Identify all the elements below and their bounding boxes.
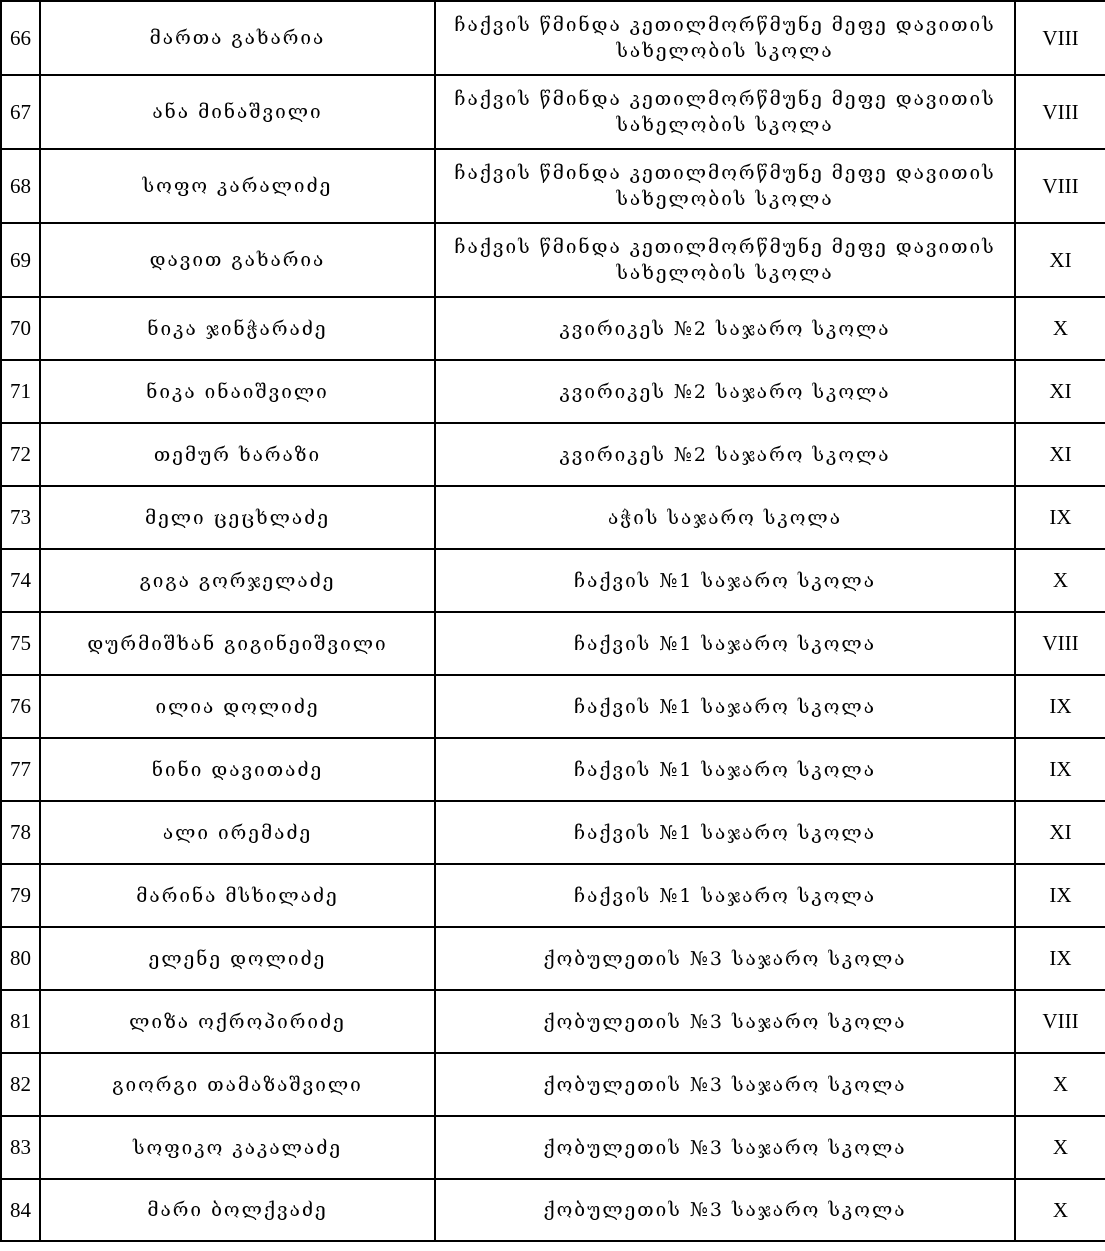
grade-cell: VIII [1015,1,1105,75]
school-name-cell: ჩაქვის №1 საჯარო სკოლა [435,549,1015,612]
table-row [1,149,1105,223]
grade-cell: X [1015,549,1105,612]
school-name-cell: ჩაქვის №1 საჯარო სკოლა [435,801,1015,864]
participant-name-cell: დავით გახარია [40,223,435,297]
participant-name-cell: მარი ბოლქვაძე [40,1179,435,1241]
row-number-cell: 81 [1,990,40,1053]
table-row [1,1,1105,75]
grade-cell: IX [1015,486,1105,549]
table-row [1,549,1105,612]
school-name-cell: ქობულეთის №3 საჯარო სკოლა [435,1053,1015,1116]
table-row [1,801,1105,864]
participant-name-cell: მართა გახარია [40,1,435,75]
table-row [1,927,1105,990]
grade-cell: X [1015,1179,1105,1241]
grade-cell: X [1015,1116,1105,1179]
grade-cell: XI [1015,801,1105,864]
table-row [1,1053,1105,1116]
school-name-cell: კვირიკეს №2 საჯარო სკოლა [435,423,1015,486]
row-number-cell: 67 [1,75,40,149]
row-number-cell: 69 [1,223,40,297]
table-row [1,675,1105,738]
school-name-cell: კვირიკეს №2 საჯარო სკოლა [435,297,1015,360]
school-name-cell: ჩაქვის წმინდა კეთილმორწმუნე მეფე დავითის სახელობის სკოლა [435,75,1015,149]
participant-name-cell: გიორგი თამაზაშვილი [40,1053,435,1116]
participant-name-cell: ელენე დოლიძე [40,927,435,990]
grade-cell: X [1015,1053,1105,1116]
participant-name-cell: ილია დოლიძე [40,675,435,738]
participant-name-cell: ალი ირემაძე [40,801,435,864]
grade-cell: IX [1015,738,1105,801]
grade-cell: IX [1015,864,1105,927]
school-name-cell: ჩაქვის №1 საჯარო სკოლა [435,675,1015,738]
grade-cell: IX [1015,675,1105,738]
grade-cell: VIII [1015,75,1105,149]
row-number-cell: 76 [1,675,40,738]
table-row [1,738,1105,801]
table-row [1,1116,1105,1179]
table-row [1,990,1105,1053]
row-number-cell: 84 [1,1179,40,1241]
table-row [1,360,1105,423]
participant-name-cell: გიგა გორჯელაძე [40,549,435,612]
row-number-cell: 79 [1,864,40,927]
row-number-cell: 70 [1,297,40,360]
grade-cell: XI [1015,423,1105,486]
row-number-cell: 82 [1,1053,40,1116]
school-name-cell: ქობულეთის №3 საჯარო სკოლა [435,1179,1015,1241]
participant-name-cell: ანა მინაშვილი [40,75,435,149]
table-row [1,612,1105,675]
row-number-cell: 68 [1,149,40,223]
school-name-cell: აჭის საჯარო სკოლა [435,486,1015,549]
school-name-cell: ჩაქვის №1 საჯარო სკოლა [435,612,1015,675]
grade-cell: XI [1015,223,1105,297]
table-row [1,297,1105,360]
participant-name-cell: სოფიკო კაკალაძე [40,1116,435,1179]
school-name-cell: ჩაქვის წმინდა კეთილმორწმუნე მეფე დავითის სახელობის სკოლა [435,149,1015,223]
table-row [1,864,1105,927]
row-number-cell: 83 [1,1116,40,1179]
school-name-cell: ქობულეთის №3 საჯარო სკოლა [435,1116,1015,1179]
row-number-cell: 73 [1,486,40,549]
participant-name-cell: ნიკა ჯინჭარაძე [40,297,435,360]
grade-cell: IX [1015,927,1105,990]
table-row [1,75,1105,149]
row-number-cell: 66 [1,1,40,75]
table-row [1,423,1105,486]
participant-name-cell: დურმიშხან გიგინეიშვილი [40,612,435,675]
school-name-cell: ქობულეთის №3 საჯარო სკოლა [435,927,1015,990]
row-number-cell: 75 [1,612,40,675]
grade-cell: VIII [1015,149,1105,223]
participant-name-cell: ლიზა ოქროპირიძე [40,990,435,1053]
grade-cell: X [1015,297,1105,360]
school-name-cell: კვირიკეს №2 საჯარო სკოლა [435,360,1015,423]
participant-name-cell: სოფო კარალიძე [40,149,435,223]
participant-name-cell: მარინა მსხილაძე [40,864,435,927]
grade-cell: XI [1015,360,1105,423]
participant-name-cell: თემურ ხარაზი [40,423,435,486]
row-number-cell: 77 [1,738,40,801]
table-row [1,1179,1105,1241]
school-name-cell: ჩაქვის №1 საჯარო სკოლა [435,864,1015,927]
grade-cell: VIII [1015,990,1105,1053]
participant-name-cell: მელი ცეცხლაძე [40,486,435,549]
row-number-cell: 78 [1,801,40,864]
school-name-cell: ჩაქვის წმინდა კეთილმორწმუნე მეფე დავითის სახელობის სკოლა [435,1,1015,75]
table-row [1,223,1105,297]
row-number-cell: 80 [1,927,40,990]
school-name-cell: ქობულეთის №3 საჯარო სკოლა [435,990,1015,1053]
row-number-cell: 71 [1,360,40,423]
participant-name-cell: ნინი დავითაძე [40,738,435,801]
participant-name-cell: ნიკა ინაიშვილი [40,360,435,423]
school-name-cell: ჩაქვის წმინდა კეთილმორწმუნე მეფე დავითის სახელობის სკოლა [435,223,1015,297]
row-number-cell: 72 [1,423,40,486]
table-body [1,1,1105,1241]
table-row [1,486,1105,549]
row-number-cell: 74 [1,549,40,612]
grade-cell: VIII [1015,612,1105,675]
school-name-cell: ჩაქვის №1 საჯარო სკოლა [435,738,1015,801]
